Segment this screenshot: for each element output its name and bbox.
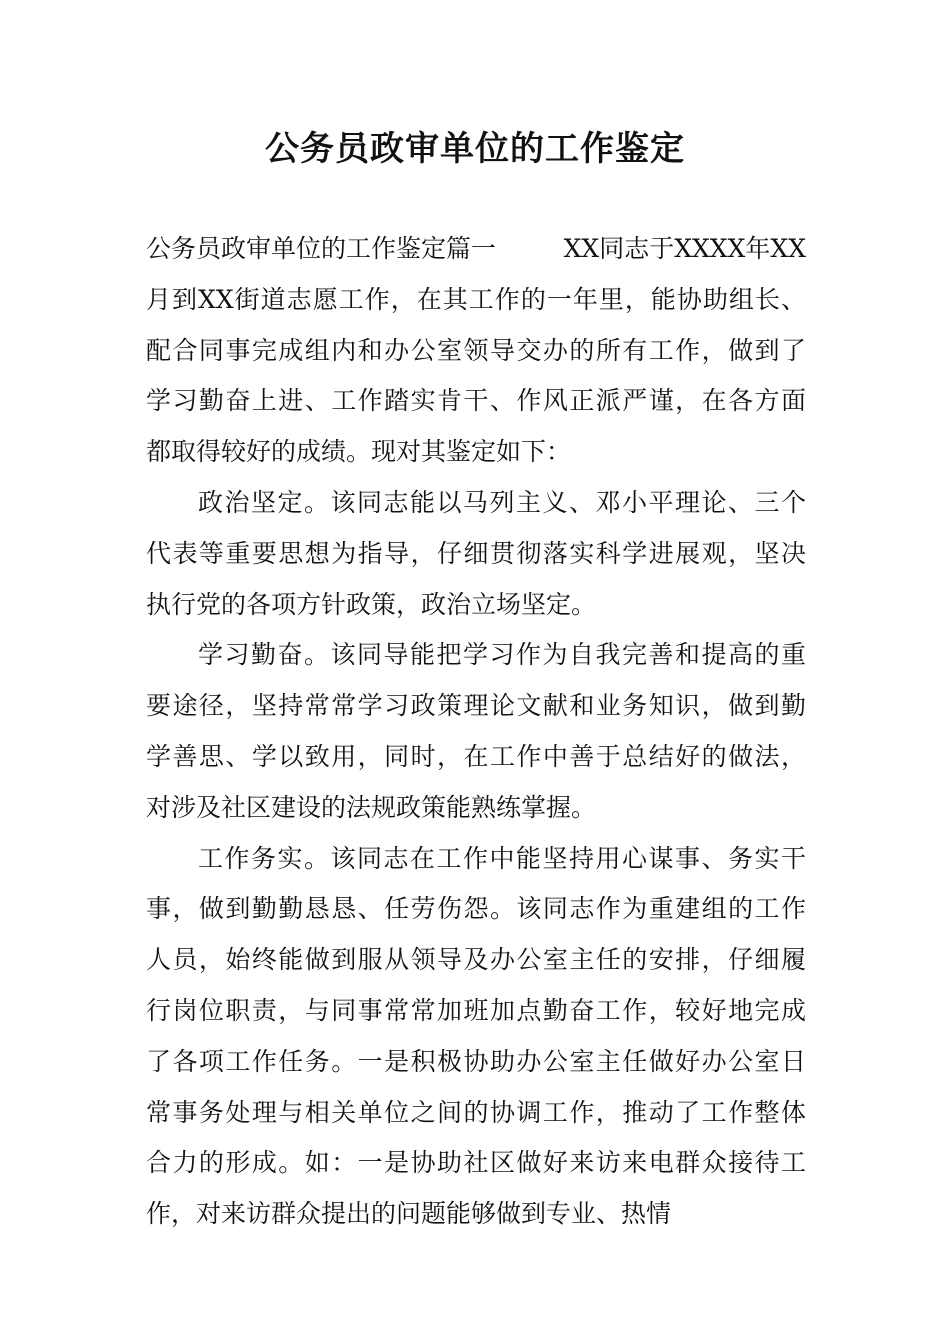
text-line: 行岗位职责，与同事常常加班加点勤奋工作，较好地完成 xyxy=(146,995,806,1025)
text-line xyxy=(146,224,806,275)
document-title: 公务员政审单位的工作鉴定 xyxy=(265,129,685,169)
text-line: 合力的形成。如：一是协助社区做好来访来电群众接待工 xyxy=(146,1148,806,1178)
text-line: 事，做到勤勤恳恳、任劳伤怨。该同志作为重建组的工作 xyxy=(146,894,806,924)
text-segment: XX同志于XXXX年XX xyxy=(563,234,806,263)
document-body xyxy=(146,224,806,1240)
text-line: 对涉及社区建设的法规政策能熟练掌握。 xyxy=(146,792,597,822)
text-line: 了各项工作任务。一是积极协助办公室主任做好办公室日 xyxy=(146,1046,806,1076)
text-line: 作，对来访群众提出的问题能够做到专业、热情 xyxy=(146,1199,672,1229)
text-line: 人员，始终能做到服从领导及办公室主任的安排，仔细履 xyxy=(146,945,806,975)
paragraph-first-line: 工作务实。该同志在工作中能坚持用心谋事、务实干 xyxy=(198,843,806,873)
text-line: 配合同事完成组内和办公室领导交办的所有工作，做到了 xyxy=(146,335,806,365)
paragraph-first-line: 政治坚定。该同志能以马列主义、邓小平理论、三个 xyxy=(198,487,806,517)
text-line: 学习勤奋上进、工作踏实肯干、作风正派严谨，在各方面 xyxy=(146,386,806,416)
text-line: 常事务处理与相关单位之间的协调工作，推动了工作整体 xyxy=(146,1097,806,1127)
inline-heading: 公务员政审单位的工作鉴定篇一 xyxy=(146,234,497,263)
text-line: 执行党的各项方针政策，政治立场坚定。 xyxy=(146,589,597,619)
text-line: 学善思、学以致用，同时，在工作中善于总结好的做法， xyxy=(146,741,806,771)
text-line: 月到XX街道志愿工作，在其工作的一年里，能协助组长、 xyxy=(146,284,806,314)
text-line: 代表等重要思想为指导，仔细贯彻落实科学进展观，坚决 xyxy=(146,538,806,568)
text-line: 都取得较好的成绩。现对其鉴定如下： xyxy=(146,437,572,467)
paragraph-first-line: 学习勤奋。该同导能把学习作为自我完善和提高的重 xyxy=(198,640,806,670)
text-line: 要途径，坚持常常学习政策理论文献和业务知识，做到勤 xyxy=(146,691,806,721)
